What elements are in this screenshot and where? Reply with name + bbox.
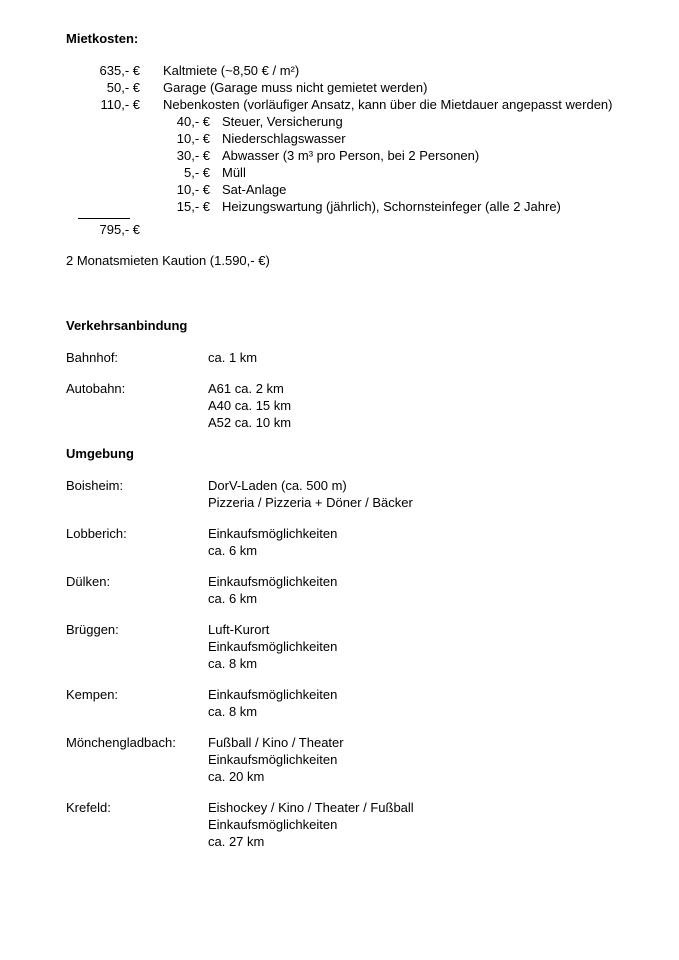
cost-row [66, 79, 639, 96]
entry-line: Fußball / Kino / Theater [208, 735, 344, 750]
surroundings-entry-moenchengladbach [66, 734, 639, 785]
cost-amount: 635,- € [99, 63, 140, 78]
entry-line: A40 ca. 15 km [208, 398, 292, 413]
sub-cost-row [66, 181, 639, 198]
sub-cost-row [66, 130, 639, 147]
cost-row [66, 96, 639, 113]
sub-cost-row [66, 147, 639, 164]
cost-row [66, 62, 639, 79]
entry-line: Einkaufsmöglichkeiten [208, 817, 338, 832]
entry-lines [208, 380, 291, 431]
entry-line: ca. 6 km [208, 543, 258, 558]
entry-lines [208, 799, 414, 850]
entry-line: Einkaufsmöglichkeiten [208, 752, 338, 767]
surroundings-entry-duelken [66, 573, 639, 607]
entry-line: ca. 1 km [208, 350, 258, 365]
entry-line: ca. 6 km [208, 591, 258, 606]
surroundings-entry-kempen [66, 686, 639, 720]
cost-label: Müll [222, 165, 246, 180]
entry-line: ca. 8 km [208, 656, 258, 671]
entry-label: Brüggen: [66, 622, 119, 637]
entry-lines [208, 686, 337, 720]
cost-label: Niederschlagswasser [222, 131, 346, 146]
sub-cost-row [66, 164, 639, 181]
entry-line: Eishockey / Kino / Theater / Fußball [208, 800, 414, 815]
cost-amount: 10,- € [176, 182, 210, 197]
costs-heading: Mietkosten: [66, 31, 139, 46]
surroundings-entry-krefeld [66, 799, 639, 850]
entry-label: Kempen: [66, 687, 119, 702]
surroundings-entry-brueggen [66, 621, 639, 672]
entry-lines [208, 621, 337, 672]
cost-amount: 40,- € [176, 114, 210, 129]
entry-label: Bahnhof: [66, 350, 119, 365]
entry-lines [208, 477, 413, 511]
transport-entry-autobahn [66, 380, 639, 431]
entry-label: Dülken: [66, 574, 111, 589]
entry-line: Einkaufsmöglichkeiten [208, 687, 338, 702]
entry-line: ca. 27 km [208, 834, 265, 849]
sub-cost-row [66, 198, 639, 215]
entry-line: A61 ca. 2 km [208, 381, 284, 396]
entry-lines [208, 349, 257, 366]
entry-lines [208, 734, 344, 785]
cost-amount: 30,- € [176, 148, 210, 163]
entry-label: Lobberich: [66, 526, 127, 541]
cost-label: Sat-Anlage [222, 182, 287, 197]
deposit-text: 2 Monatsmieten Kaution (1.590,- €) [66, 253, 270, 268]
entry-line: Pizzeria / Pizzeria + Döner / Bäcker [208, 495, 413, 510]
cost-label: Heizungswartung (jährlich), Schornsteinfeger (alle 2 Jahre) [222, 199, 561, 214]
surroundings-heading: Umgebung [66, 446, 134, 461]
entry-line: Einkaufsmöglichkeiten [208, 526, 338, 541]
sub-cost-row [66, 113, 639, 130]
cost-amount: 15,- € [176, 199, 210, 214]
entry-line: Einkaufsmöglichkeiten [208, 639, 338, 654]
entry-lines [208, 525, 337, 559]
cost-amount: 10,- € [176, 131, 210, 146]
cost-label: Nebenkosten (vorläufiger Ansatz, kann über die Mietdauer angepasst werden) [163, 97, 613, 112]
entry-line: A52 ca. 10 km [208, 415, 292, 430]
cost-label: Abwasser (3 m³ pro Person, bei 2 Personen) [222, 148, 480, 163]
sum-rule [78, 218, 130, 219]
cost-amount: 5,- € [183, 165, 210, 180]
entry-label: Boisheim: [66, 478, 124, 493]
cost-label: Kaltmiete (~8,50 € / m²) [163, 63, 300, 78]
cost-label: Garage (Garage muss nicht gemietet werden) [163, 80, 428, 95]
entry-line: Einkaufsmöglichkeiten [208, 574, 338, 589]
surroundings-entry-lobberich [66, 525, 639, 559]
transport-heading: Verkehrsanbindung [66, 318, 188, 333]
cost-label: Steuer, Versicherung [222, 114, 343, 129]
cost-amount: 110,- € [100, 97, 140, 112]
surroundings-entry-boisheim [66, 477, 639, 511]
entry-line: ca. 20 km [208, 769, 265, 784]
entry-label: Krefeld: [66, 800, 111, 815]
entry-lines [208, 573, 337, 607]
cost-amount: 50,- € [106, 80, 140, 95]
entry-line: DorV-Laden (ca. 500 m) [208, 478, 347, 493]
transport-entry-bahnhof [66, 349, 639, 366]
entry-label: Mönchengladbach: [66, 735, 176, 750]
entry-line: Luft-Kurort [208, 622, 270, 637]
total-amount: 795,- € [99, 222, 140, 237]
entry-label: Autobahn: [66, 381, 126, 396]
entry-line: ca. 8 km [208, 704, 258, 719]
